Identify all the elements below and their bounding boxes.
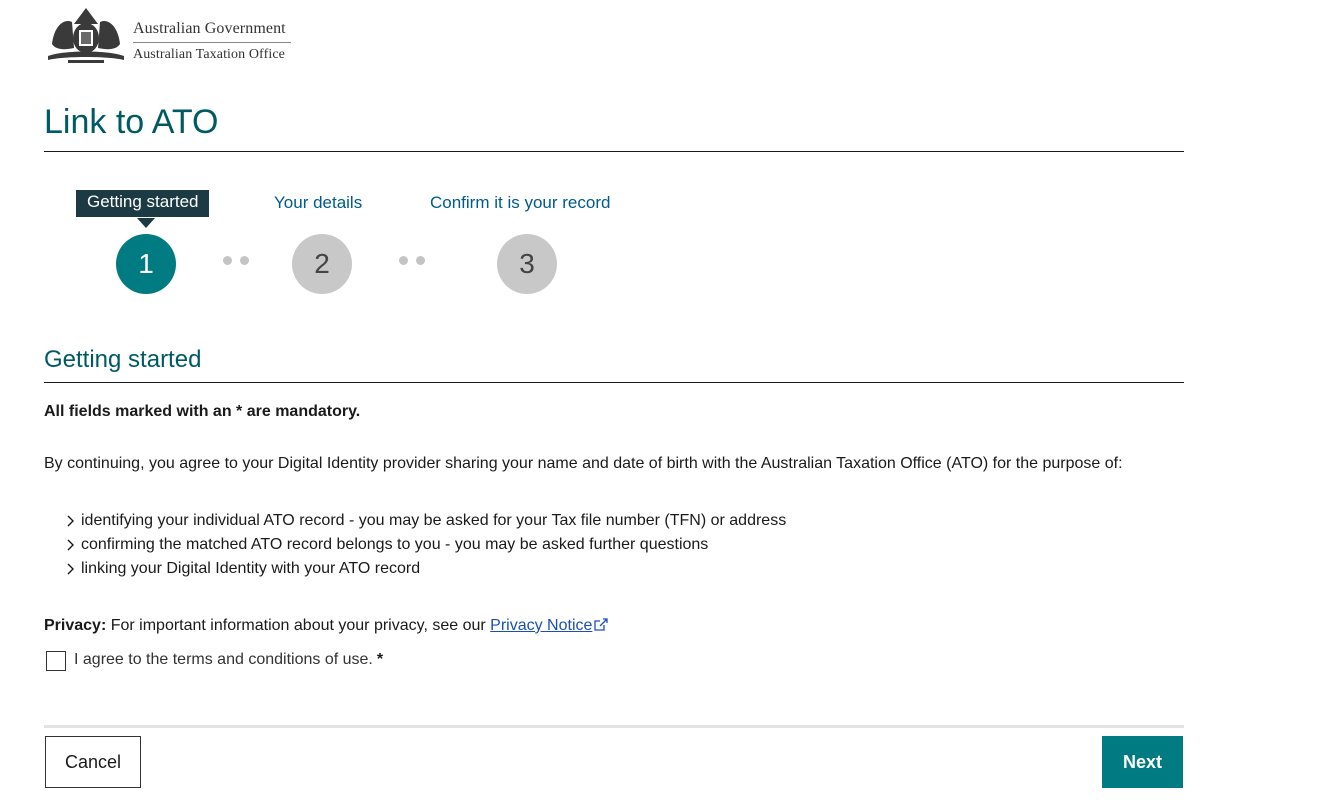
step-3-indicator[interactable]: 3 — [497, 234, 557, 294]
logo-agency-text: Australian Taxation Office — [133, 47, 285, 62]
privacy-notice-link[interactable] — [490, 617, 608, 634]
title-divider — [44, 151, 1184, 152]
section-divider — [44, 382, 1184, 383]
list-item-text: identifying your individual ATO record - you may be asked for your Tax file number (TFN) or address — [81, 512, 787, 529]
list-item — [66, 533, 786, 557]
section-title: Getting started — [44, 346, 202, 373]
step-1-indicator: 1 — [116, 234, 176, 294]
step-1-pointer — [137, 218, 155, 228]
terms-checkbox[interactable] — [46, 651, 66, 671]
step-connector-1 — [223, 256, 249, 265]
chevron-right-icon — [66, 509, 81, 533]
list-item — [66, 509, 786, 533]
list-item — [66, 557, 786, 581]
privacy-label: Privacy: — [44, 617, 107, 634]
coat-of-arms-icon — [44, 4, 128, 66]
chevron-right-icon — [66, 557, 81, 581]
next-button[interactable]: Next — [1102, 736, 1183, 788]
step-2-indicator[interactable]: 2 — [292, 234, 352, 294]
intro-text: By continuing, you agree to your Digital Identity provider sharing your name and date of birth with the Australian Taxation Office (ATO) for the purpose of: — [44, 455, 1123, 472]
external-link-icon — [594, 618, 608, 636]
list-item-text: linking your Digital Identity with your ATO record — [81, 560, 421, 577]
terms-label-text: I agree to the terms and conditions of use. — [74, 651, 373, 668]
required-marker: * — [376, 651, 384, 668]
logo-government-text: Australian Government — [133, 20, 286, 37]
page-title: Link to ATO — [44, 103, 219, 141]
privacy-text: For important information about your privacy, see our — [110, 617, 486, 634]
step-3-label[interactable]: Confirm it is your record — [430, 193, 611, 212]
terms-label[interactable] — [74, 651, 383, 669]
cancel-button[interactable]: Cancel — [45, 736, 141, 788]
privacy-notice-link-text: Privacy Notice — [490, 617, 593, 634]
step-2-label[interactable]: Your details — [274, 193, 363, 212]
list-item-text: confirming the matched ATO record belongs to you - you may be asked further questions — [81, 536, 709, 553]
ato-logo — [44, 4, 304, 66]
mandatory-note: All fields marked with an * are mandatory. — [44, 403, 361, 420]
logo-divider — [133, 42, 291, 43]
step-connector-2 — [399, 256, 425, 265]
step-1-label: Getting started — [76, 190, 209, 217]
chevron-right-icon — [66, 533, 81, 557]
privacy-statement — [44, 617, 608, 636]
footer-divider — [44, 725, 1184, 728]
purpose-list — [66, 509, 786, 581]
